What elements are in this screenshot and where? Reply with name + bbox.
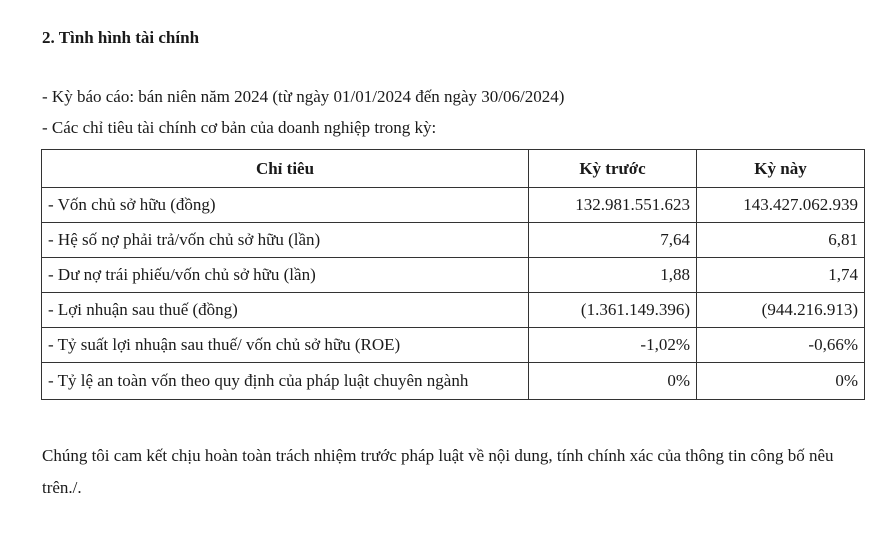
current-value: (944.216.913) bbox=[697, 293, 865, 328]
current-value: 6,81 bbox=[697, 223, 865, 258]
previous-value: -1,02% bbox=[529, 328, 697, 363]
previous-value: 132.981.551.623 bbox=[529, 188, 697, 223]
current-value: 1,74 bbox=[697, 258, 865, 293]
table-row bbox=[42, 258, 865, 293]
table-row bbox=[42, 293, 865, 328]
row-label: - Tỷ lệ an toàn vốn theo quy định của pháp luật chuyên ngành bbox=[42, 363, 529, 400]
table-row bbox=[42, 188, 865, 223]
table-row bbox=[42, 363, 865, 400]
previous-value: (1.361.149.396) bbox=[529, 293, 697, 328]
indicators-intro-line: - Các chỉ tiêu tài chính cơ bản của doanh nghiệp trong kỳ: bbox=[42, 118, 437, 137]
section-title: 2. Tình hình tài chính bbox=[42, 28, 200, 47]
row-label: - Tỷ suất lợi nhuận sau thuế/ vốn chủ sở hữu (ROE) bbox=[42, 328, 529, 363]
previous-value: 0% bbox=[529, 363, 697, 400]
previous-value: 7,64 bbox=[529, 223, 697, 258]
header-indicator: Chỉ tiêu bbox=[42, 150, 529, 188]
previous-value: 1,88 bbox=[529, 258, 697, 293]
table-row bbox=[42, 223, 865, 258]
report-period-line: - Kỳ báo cáo: bán niên năm 2024 (từ ngày 01/01/2024 đến ngày 30/06/2024) bbox=[42, 87, 565, 106]
row-label: - Dư nợ trái phiếu/vốn chủ sở hữu (lần) bbox=[42, 258, 529, 293]
financial-indicators-table bbox=[41, 149, 865, 400]
row-label: - Hệ số nợ phải trả/vốn chủ sở hữu (lần) bbox=[42, 223, 529, 258]
commitment-statement: Chúng tôi cam kết chịu hoàn toàn trách nhiệm trước pháp luật về nội dung, tính chính xác của thông tin công bố nêu trên./. bbox=[42, 446, 834, 497]
row-label: - Vốn chủ sở hữu (đồng) bbox=[42, 188, 529, 223]
current-value: 0% bbox=[697, 363, 865, 400]
header-current-period: Kỳ này bbox=[697, 150, 865, 188]
table-row bbox=[42, 328, 865, 363]
table-header-row bbox=[42, 150, 865, 188]
current-value: 143.427.062.939 bbox=[697, 188, 865, 223]
row-label: - Lợi nhuận sau thuế (đồng) bbox=[42, 293, 529, 328]
header-previous-period: Kỳ trước bbox=[529, 150, 697, 188]
current-value: -0,66% bbox=[697, 328, 865, 363]
